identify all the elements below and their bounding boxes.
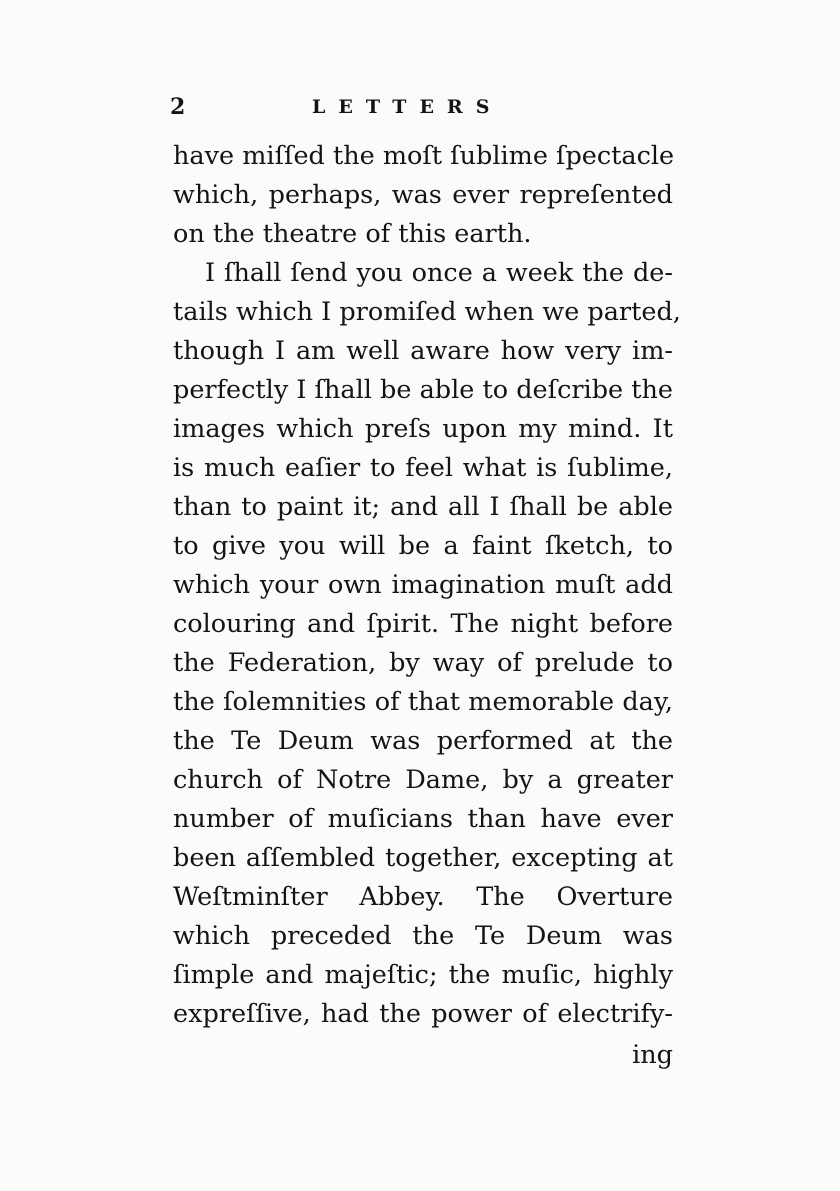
text-line: the ſolemnities of that memorable day, <box>173 687 673 717</box>
text-line: I ſhall ſend you once a week the de- <box>205 258 673 288</box>
catchword: ing <box>632 1040 673 1070</box>
text-line: to give you will be a faint ſketch, to <box>173 531 673 561</box>
text-line: on the theatre of this earth. <box>173 219 532 249</box>
text-line: colouring and ſpirit. The night before <box>173 609 673 639</box>
text-line: Weſtminſter Abbey. The Overture <box>173 882 673 912</box>
page-number: 2 <box>170 94 186 120</box>
text-line: church of Notre Dame, by a greater <box>173 765 673 795</box>
text-line: images which preſs upon my mind. It <box>173 414 673 444</box>
text-line: which preceded the Te Deum was <box>173 921 673 951</box>
text-line: the Federation, by way of prelude to <box>173 648 673 678</box>
running-head: LETTERS <box>312 96 503 118</box>
text-line: tails which I promiſed when we parted, <box>173 297 681 327</box>
text-line: number of muſicians than have ever <box>173 804 673 834</box>
text-line: have miſſed the moſt ſublime ſpectacle <box>173 141 675 171</box>
text-line: than to paint it; and all I ſhall be able <box>173 492 673 522</box>
text-line: which your own imagination muſt add <box>173 570 673 600</box>
text-line: the Te Deum was performed at the <box>173 726 673 756</box>
text-line: expreſſive, had the power of electrify- <box>173 999 673 1029</box>
text-line: been aſſembled together, excepting at <box>173 843 673 873</box>
body-text <box>173 137 681 1075</box>
text-line: which, perhaps, was ever repreſented <box>173 180 673 210</box>
text-line: is much eaſier to feel what is ſublime, <box>173 453 673 483</box>
text-line: though I am well aware how very im- <box>173 336 673 366</box>
page-header <box>170 92 670 122</box>
text-line: ſimple and majeſtic; the muſic, highly <box>173 960 673 990</box>
text-line: perfectly I ſhall be able to deſcribe the <box>173 375 673 405</box>
